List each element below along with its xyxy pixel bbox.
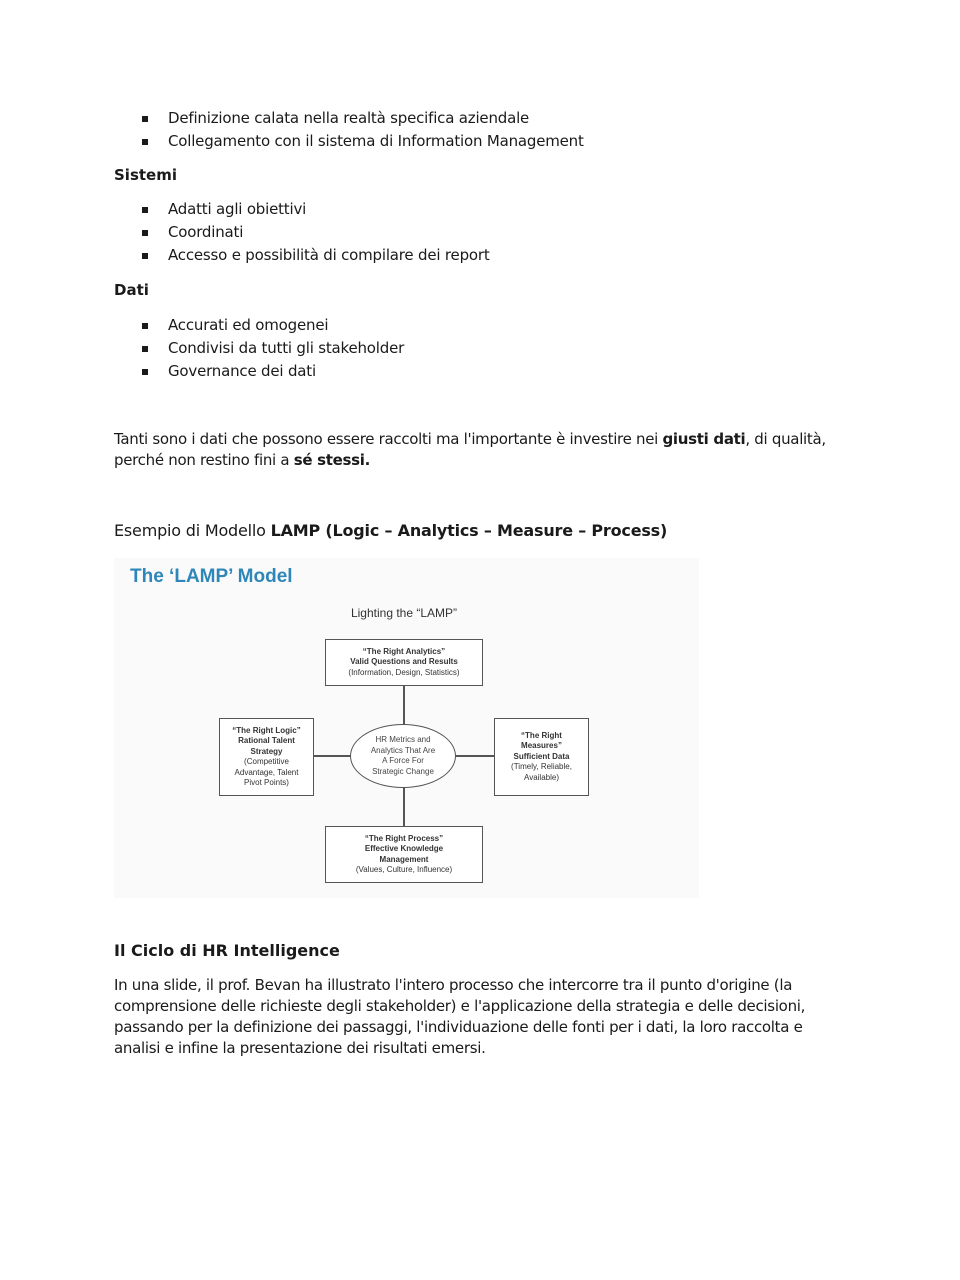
center-text: Analytics That Are bbox=[370, 745, 436, 755]
box-subtitle: Sufficient Data bbox=[513, 751, 570, 761]
right-logic-box bbox=[219, 718, 314, 796]
list-item: Governance dei dati bbox=[140, 360, 404, 383]
figure-subtitle: Lighting the “LAMP” bbox=[350, 606, 458, 620]
right-process-box bbox=[325, 826, 483, 883]
box-detail: (Information, Design, Statistics) bbox=[348, 667, 460, 677]
center-text: A Force For bbox=[382, 756, 424, 765]
right-analytics-box bbox=[325, 639, 483, 686]
paragraph-dati bbox=[114, 429, 854, 471]
box-subtitle: Management bbox=[379, 854, 429, 864]
connector-line bbox=[455, 755, 495, 757]
box-detail: Pivot Points) bbox=[244, 778, 289, 787]
center-text: HR Metrics and bbox=[375, 735, 431, 744]
paragraph-bold: giusti dati bbox=[662, 430, 746, 448]
center-text: Strategic Change bbox=[372, 766, 434, 776]
lamp-heading-bold: LAMP (Logic – Analytics – Measure – Process) bbox=[270, 521, 668, 540]
list-item: Definizione calata nella realtà specifica aziendale bbox=[140, 107, 584, 130]
box-detail: Available) bbox=[524, 772, 559, 782]
connector-line bbox=[313, 755, 351, 757]
figure-title: The ‘LAMP’ Model bbox=[130, 566, 293, 587]
right-measures-box bbox=[494, 718, 589, 796]
box-detail: (Competitive bbox=[244, 757, 289, 766]
list-item: Collegamento con il sistema di Information Management bbox=[140, 130, 584, 153]
list-item: Condivisi da tutti gli stakeholder bbox=[140, 337, 404, 360]
list-item: Accesso e possibilità di compilare dei report bbox=[140, 244, 490, 267]
paragraph-text: , di qualità, perché non restino fini a bbox=[114, 430, 826, 469]
box-detail: Advantage, Talent bbox=[234, 767, 299, 777]
box-subtitle: Rational Talent bbox=[238, 736, 295, 745]
list-item: Coordinati bbox=[140, 221, 490, 244]
lamp-heading-prefix: Esempio di Modello bbox=[114, 521, 271, 540]
section-heading-dati: Dati bbox=[114, 281, 149, 299]
box-subtitle: Strategy bbox=[250, 746, 283, 756]
top-bullet-list bbox=[140, 107, 584, 153]
lamp-heading bbox=[114, 521, 667, 540]
box-title: Measures” bbox=[521, 741, 562, 751]
section-heading-ciclo: Il Ciclo di HR Intelligence bbox=[114, 941, 340, 960]
box-subtitle: Effective Knowledge bbox=[364, 844, 444, 853]
paragraph-ciclo: In una slide, il prof. Bevan ha illustrato l'intero processo che intercorre tra il punto d'origine (la comprensione delle richieste degli stakeholder) e l'applicazione della strategia e delle decisioni, passando per la definizione dei passaggi, l'individuazione delle fonti per i dati, la loro raccolta e analisi e infine la presentazione dei risultati emersi. bbox=[114, 976, 806, 1057]
box-title: “The Right Analytics” bbox=[362, 646, 446, 656]
connector-line bbox=[403, 685, 405, 725]
box-detail: (Timely, Reliable, bbox=[511, 762, 572, 772]
hr-metrics-center-ellipse bbox=[350, 724, 456, 788]
list-item: Adatti agli obiettivi bbox=[140, 198, 490, 221]
list-item: Accurati ed omogenei bbox=[140, 314, 404, 337]
connector-line bbox=[403, 787, 405, 827]
box-title: “The Right Logic” bbox=[232, 725, 301, 735]
box-title: “The Right bbox=[521, 730, 562, 740]
section-heading-sistemi: Sistemi bbox=[114, 166, 177, 184]
sistemi-list bbox=[140, 198, 490, 267]
paragraph-text: Tanti sono i dati che possono essere raccolti ma l'importante è investire nei bbox=[114, 430, 663, 448]
dati-list bbox=[140, 314, 404, 383]
box-title: “The Right Process” bbox=[364, 833, 444, 843]
box-detail: (Values, Culture, Influence) bbox=[355, 865, 453, 874]
paragraph-bold: sé stessi. bbox=[293, 451, 371, 469]
lamp-model-figure bbox=[114, 558, 699, 898]
box-subtitle: Valid Questions and Results bbox=[350, 657, 458, 667]
